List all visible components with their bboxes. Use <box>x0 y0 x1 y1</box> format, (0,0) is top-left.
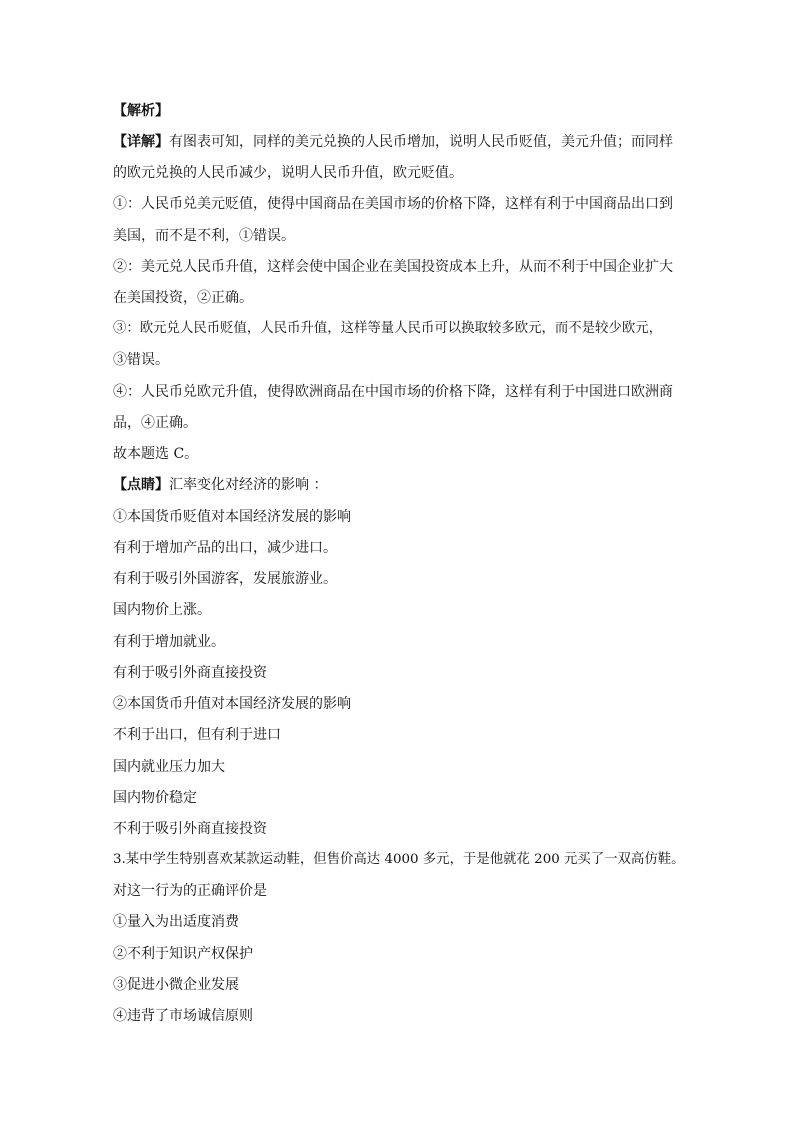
depreciation-point-4-text: 有利于增加就业。 <box>113 634 225 650</box>
depreciation-point-5-text: 有利于吸引外商直接投资 <box>113 665 267 681</box>
depreciation-point-3-text: 国内物价上涨。 <box>113 602 211 618</box>
question-3-choice-4 <box>113 1006 693 1026</box>
appreciation-point-4 <box>113 819 693 839</box>
answer-text: 故本题选 C。 <box>113 446 199 462</box>
depreciation-heading <box>113 507 693 527</box>
option-2-text-2: 在美国投资，②正确。 <box>113 290 253 306</box>
option-4-line-2 <box>113 413 693 433</box>
question-3-choice-3 <box>113 975 693 995</box>
appreciation-point-4-text: 不利于吸引外商直接投资 <box>113 821 267 837</box>
option-1-line-2 <box>113 226 693 246</box>
option-3-text-2: ③错误。 <box>113 352 169 368</box>
appreciation-point-3-text: 国内物价稳定 <box>113 790 197 806</box>
option-2-line-1 <box>113 257 693 277</box>
question-3-text-2: 对这一行为的正确评价是 <box>113 883 267 899</box>
option-2-text-1: ②：美元兑人民币升值，这样会使中国企业在美国投资成本上升，从而不利于中国企业扩大 <box>113 259 673 275</box>
depreciation-point-2-text: 有利于吸引外国游客，发展旅游业。 <box>113 571 337 587</box>
tip-label: 【点睛】 <box>113 477 169 493</box>
question-3-choice-2-text: ②不利于知识产权保护 <box>113 946 253 962</box>
depreciation-point-5 <box>113 663 693 683</box>
question-3-choice-4-text: ④违背了市场诚信原则 <box>113 1008 253 1024</box>
appreciation-point-2-text: 国内就业压力加大 <box>113 759 225 775</box>
appreciation-point-1-text: 不利于出口，但有利于进口 <box>113 727 281 743</box>
detail-line-2 <box>113 163 693 183</box>
option-4-text-1: ④：人民币兑欧元升值，使得欧洲商品在中国市场的价格下降，这样有利于中国进口欧洲商 <box>113 384 673 400</box>
depreciation-point-1-text: 有利于增加产品的出口，减少进口。 <box>113 540 337 556</box>
analysis-heading-text: 【解析】 <box>113 103 169 119</box>
analysis-heading <box>113 101 693 121</box>
option-3-line-1 <box>113 319 693 339</box>
question-3-line-2 <box>113 881 693 901</box>
tip-line <box>113 475 693 495</box>
option-1-text-2: 美国，而不是不利，①错误。 <box>113 228 295 244</box>
option-4-line-1 <box>113 382 693 402</box>
question-3-text-1: 3.某中学生特别喜欢某款运动鞋，但售价高达 4000 多元，于是他就花 200 元买了一双高仿鞋。 <box>113 852 685 867</box>
appreciation-point-3 <box>113 788 693 808</box>
detail-line-1 <box>113 132 693 152</box>
depreciation-point-1 <box>113 538 693 558</box>
option-1-line-1 <box>113 194 693 214</box>
option-2-line-2 <box>113 288 693 308</box>
tip-text: 汇率变化对经济的影响 ： <box>169 477 328 493</box>
appreciation-heading <box>113 694 693 714</box>
option-3-text-1: ③：欧元兑人民币贬值，人民币升值，这样等量人民币可以换取较多欧元，而不是较少欧元， <box>113 321 663 336</box>
appreciation-point-2 <box>113 757 693 777</box>
appreciation-point-1 <box>113 725 693 745</box>
question-3-choice-1-text: ①量入为出适度消费 <box>113 914 239 930</box>
answer-line <box>113 444 693 464</box>
question-3-choice-3-text: ③促进小微企业发展 <box>113 977 239 993</box>
question-3-choice-1 <box>113 912 693 932</box>
option-3-line-2 <box>113 350 693 370</box>
detail-label: 【详解】 <box>113 134 169 150</box>
depreciation-point-3 <box>113 600 693 620</box>
question-3-line-1 <box>113 850 693 870</box>
option-1-text-1: ①：人民币兑美元贬值，使得中国商品在美国市场的价格下降，这样有利于中国商品出口到 <box>113 196 673 212</box>
detail-text-1: 有图表可知，同样的美元兑换的人民币增加，说明人民币贬值，美元升值；而同样 <box>169 134 673 150</box>
depreciation-point-4 <box>113 632 693 652</box>
option-4-text-2: 品，④正确。 <box>113 415 197 431</box>
depreciation-heading-text: ①本国货币贬值对本国经济发展的影响 <box>113 509 351 525</box>
detail-text-2: 的欧元兑换的人民币减少，说明人民币升值，欧元贬值。 <box>113 165 463 181</box>
depreciation-point-2 <box>113 569 693 589</box>
question-3-choice-2 <box>113 944 693 964</box>
appreciation-heading-text: ②本国货币升值对本国经济发展的影响 <box>113 696 351 712</box>
